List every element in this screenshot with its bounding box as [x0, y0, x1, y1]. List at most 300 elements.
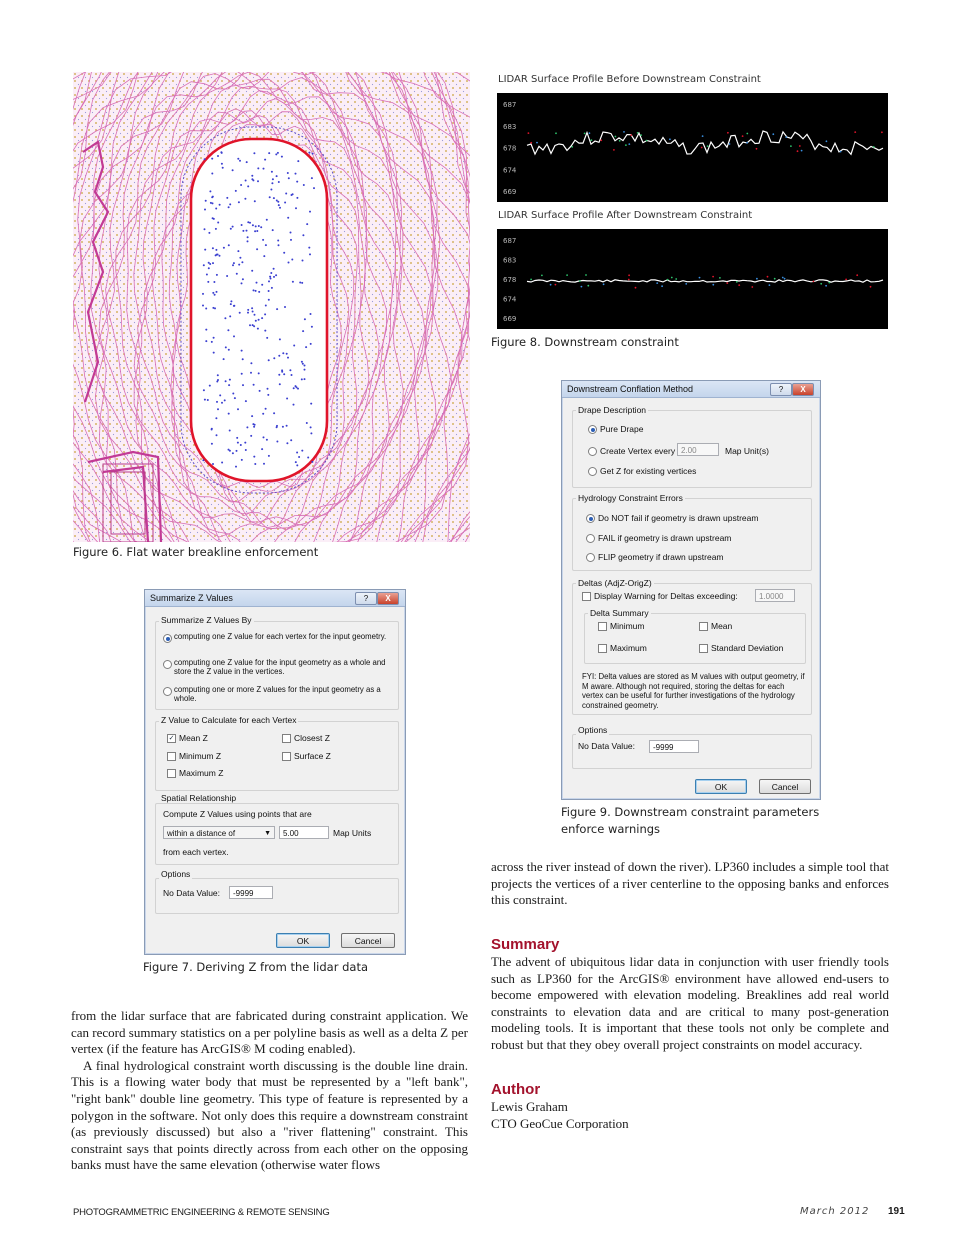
lidar-point: [237, 250, 239, 252]
closest-z-checkbox[interactable]: [282, 733, 330, 743]
issue-date: March 2012: [800, 1206, 870, 1217]
lidar-point: [265, 244, 267, 246]
profile-point: [738, 284, 740, 286]
mean-label: Mean: [711, 621, 733, 631]
lidar-point: [251, 415, 253, 417]
lidar-point: [228, 449, 230, 451]
lidar-point: [250, 362, 252, 364]
lidar-point: [205, 308, 207, 310]
lidar-point: [279, 338, 281, 340]
std-dev-checkbox[interactable]: [699, 643, 783, 653]
lidar-point: [301, 361, 303, 363]
lidar-point: [304, 318, 306, 320]
lidar-point: [281, 156, 283, 158]
lidar-point: [257, 328, 259, 330]
lidar-point: [255, 290, 257, 292]
lidar-point: [273, 268, 275, 270]
lidar-point: [213, 218, 215, 220]
lidar-point: [288, 262, 290, 264]
radio-selected-icon: [588, 425, 597, 434]
lidar-point: [214, 294, 216, 296]
close-button[interactable]: X: [377, 592, 399, 605]
profile-tick-label: 669: [503, 188, 517, 196]
checkbox-icon: [282, 752, 291, 761]
lidar-point: [276, 308, 278, 310]
lidar-point: [257, 180, 259, 182]
lidar-point: [211, 196, 213, 198]
profile-before-panel: [497, 93, 888, 202]
profile-point: [767, 276, 769, 278]
lidar-point: [212, 307, 214, 309]
lidar-point: [215, 254, 217, 256]
lidar-point: [276, 200, 278, 202]
profile-point: [756, 278, 758, 280]
profile-point: [774, 278, 776, 280]
profile-point: [726, 282, 728, 284]
lidar-point: [230, 228, 232, 230]
lidar-point: [254, 230, 256, 232]
lidar-point: [258, 291, 260, 293]
lidar-point: [311, 326, 313, 328]
profile-point: [628, 143, 630, 145]
checkbox-icon: [598, 622, 607, 631]
lidar-point: [252, 324, 254, 326]
lidar-point: [228, 349, 230, 351]
lidar-point: [286, 353, 288, 355]
lidar-point: [302, 363, 304, 365]
lidar-point: [252, 224, 254, 226]
profile-point: [589, 132, 591, 134]
lidar-point: [239, 312, 241, 314]
pure-drape-label: Pure Drape: [600, 424, 644, 434]
lidar-point: [281, 369, 283, 371]
lidar-point: [203, 389, 205, 391]
flip-radio[interactable]: [586, 552, 724, 562]
lidar-point: [251, 178, 253, 180]
page-number: 191: [888, 1206, 905, 1217]
distance-input[interactable]: 5.00: [279, 826, 329, 839]
maximum-checkbox[interactable]: [598, 643, 647, 653]
fail-label: FAIL if geometry is drawn upstream: [598, 533, 732, 543]
figure-6-map: [73, 72, 470, 542]
lidar-point: [301, 378, 303, 380]
profile-point: [820, 283, 822, 285]
lidar-point: [276, 175, 278, 177]
lidar-point: [272, 229, 274, 231]
lidar-point: [258, 372, 260, 374]
display-warning-checkbox[interactable]: [582, 591, 738, 601]
help-button[interactable]: ?: [355, 592, 377, 605]
lidar-point: [215, 208, 217, 210]
profile-point: [746, 142, 748, 144]
profile-point: [600, 139, 602, 141]
profile-tick-label: 678: [503, 276, 517, 284]
lidar-point: [270, 189, 272, 191]
lidar-point: [253, 384, 255, 386]
lidar-point: [235, 466, 237, 468]
option-whole-store-radio[interactable]: [163, 658, 399, 676]
left-column: [71, 1008, 468, 1174]
author-heading: Author: [491, 1081, 541, 1098]
left-paragraph-2: A final hydrological constraint worth discussing is the double line drain. This is a flowing water body that must be represented by a "left bank", "right bank" double line geometry. This type of feature is represented by a polygon in the software. Not only does this require a downstream constraint (as previously discussed) but also a "river flattening" constraint. This constraint says that points directly across from each other on the opposing banks must have the same elevation (otherwise water flows: [71, 1057, 468, 1173]
fail-radio[interactable]: [586, 533, 731, 543]
lidar-point: [288, 177, 290, 179]
profile-point: [707, 145, 709, 147]
lidar-point: [213, 281, 215, 283]
lidar-point: [302, 260, 304, 262]
downstream-conflation-dialog: [561, 380, 821, 800]
profile-point: [671, 277, 673, 279]
lidar-point: [202, 293, 204, 295]
profile-tick-label: 683: [503, 122, 517, 131]
lidar-point: [228, 384, 230, 386]
flip-label: FLIP geometry if drawn upstream: [598, 552, 724, 562]
lidar-point: [234, 397, 236, 399]
no-data-input[interactable]: -9999: [229, 886, 273, 899]
profile-point: [736, 281, 738, 283]
lidar-point: [238, 201, 240, 203]
lidar-point: [289, 369, 291, 371]
lidar-point: [266, 337, 268, 339]
spatial-relationship-label: Spatial Relationship: [161, 793, 237, 803]
profile-point: [628, 274, 630, 276]
lidar-point: [232, 452, 234, 454]
profile-point: [881, 131, 883, 133]
profile-point: [566, 274, 568, 276]
cancel-button[interactable]: Cancel: [341, 933, 395, 948]
checkbox-icon: [282, 734, 291, 743]
display-warning-label: Display Warning for Deltas exceeding:: [594, 591, 738, 601]
option-whole-radio[interactable]: [163, 685, 399, 703]
profile-point: [635, 287, 637, 289]
lidar-point: [223, 247, 225, 249]
option-each-vertex-radio[interactable]: [163, 632, 399, 641]
lidar-point: [310, 432, 312, 434]
profile-point: [840, 151, 842, 153]
lidar-point: [278, 355, 280, 357]
lidar-point: [251, 175, 253, 177]
mean-checkbox[interactable]: [699, 621, 732, 631]
std-dev-label: Standard Deviation: [711, 643, 784, 653]
lidar-point: [287, 172, 289, 174]
lidar-point: [266, 219, 268, 221]
lidar-point: [292, 193, 294, 195]
lidar-point: [233, 262, 235, 264]
dialog-title-bar: [145, 590, 405, 607]
lidar-point: [296, 452, 298, 454]
lidar-point: [259, 390, 261, 392]
lidar-point: [256, 230, 258, 232]
lidar-point: [228, 413, 230, 415]
checkbox-icon: [167, 752, 176, 761]
lidar-point: [303, 184, 305, 186]
lidar-point: [310, 426, 312, 428]
no-data-input[interactable]: -9999: [649, 740, 699, 753]
lidar-point: [264, 159, 266, 161]
profile-line: [527, 131, 883, 154]
lidar-point: [204, 249, 206, 251]
profile-point: [675, 278, 677, 280]
cancel-button[interactable]: Cancel: [759, 779, 811, 794]
checkbox-icon: [167, 769, 176, 778]
lidar-point: [217, 379, 219, 381]
lidar-point: [267, 394, 269, 396]
profile-point: [630, 134, 632, 136]
lidar-point: [293, 345, 295, 347]
lidar-point: [275, 274, 277, 276]
profile-point: [702, 135, 704, 137]
lidar-point: [306, 223, 308, 225]
checkbox-icon: [699, 644, 708, 653]
pure-drape-radio[interactable]: [588, 424, 643, 434]
lidar-point: [268, 280, 270, 282]
lidar-point: [290, 239, 292, 241]
lidar-point: [299, 282, 301, 284]
profile-point: [615, 136, 617, 138]
author-org: CTO GeoCue Corporation: [491, 1116, 629, 1131]
lidar-point: [253, 289, 255, 291]
contour-map-graphic: [73, 72, 470, 542]
distance-type-value: within a distance of: [167, 829, 236, 838]
lidar-point: [216, 434, 218, 436]
lidar-point: [273, 412, 275, 414]
lidar-point: [295, 207, 297, 209]
lidar-point: [211, 158, 213, 160]
minimum-checkbox[interactable]: [598, 621, 644, 631]
profile-tick-label: 683: [503, 256, 517, 265]
lidar-point: [211, 443, 213, 445]
mean-z-checkbox[interactable]: [167, 733, 208, 743]
checkmark-icon: ✓: [168, 735, 175, 743]
create-vertex-input[interactable]: 2.00: [677, 443, 719, 456]
lidar-point: [213, 337, 215, 339]
lidar-point: [217, 374, 219, 376]
lidar-point: [229, 315, 231, 317]
compute-label: Compute Z Values using points that are: [163, 809, 312, 819]
lidar-point: [256, 282, 258, 284]
lidar-point: [287, 357, 289, 359]
lidar-point: [222, 167, 224, 169]
lidar-point: [215, 228, 217, 230]
profile-point: [873, 146, 875, 148]
lidar-point: [278, 204, 280, 206]
lidar-point: [261, 448, 263, 450]
lidar-point: [258, 225, 260, 227]
lidar-point: [268, 290, 270, 292]
maximum-label: Maximum: [610, 643, 647, 653]
lidar-point: [230, 303, 232, 305]
lidar-point: [295, 461, 297, 463]
lidar-point: [226, 197, 228, 199]
minimum-z-checkbox[interactable]: [167, 751, 221, 761]
lidar-point: [286, 442, 288, 444]
profile-tick-label: 674: [503, 166, 517, 175]
lidar-point: [219, 255, 221, 257]
lidar-point: [238, 264, 240, 266]
lidar-point: [244, 198, 246, 200]
lidar-point: [306, 422, 308, 424]
lidar-point: [204, 399, 206, 401]
lidar-point: [247, 309, 249, 311]
lidar-point: [217, 155, 219, 157]
profile-point: [756, 148, 758, 150]
profile-point: [591, 139, 593, 141]
create-vertex-radio[interactable]: [588, 446, 675, 456]
profile-point: [667, 279, 669, 281]
lidar-point: [225, 346, 227, 348]
profile-point: [742, 135, 744, 137]
lidar-point: [219, 204, 221, 206]
lidar-point: [313, 187, 315, 189]
profile-point: [530, 142, 532, 144]
author-name: Lewis Graham: [491, 1099, 568, 1114]
radio-icon: [586, 553, 595, 562]
lidar-point: [202, 305, 204, 307]
profile-point: [751, 286, 753, 288]
profile-point: [685, 283, 687, 285]
lidar-point: [291, 259, 293, 261]
lidar-point: [236, 273, 238, 275]
lidar-point: [278, 374, 280, 376]
delta-threshold-input[interactable]: 1.0000: [755, 589, 795, 602]
delta-summary-label: Delta Summary: [590, 608, 649, 618]
lidar-point: [209, 190, 211, 192]
lidar-point: [247, 312, 249, 314]
lidar-point: [242, 230, 244, 232]
options-label: Options: [161, 869, 191, 879]
profile-before-graphic: [497, 93, 888, 202]
lidar-point: [296, 181, 298, 183]
mean-z-label: Mean Z: [179, 733, 208, 743]
profile-point: [584, 133, 586, 135]
lidar-point: [276, 426, 278, 428]
lidar-point: [304, 365, 306, 367]
lidar-point: [305, 346, 307, 348]
lidar-point: [203, 264, 205, 266]
lidar-point: [301, 450, 303, 452]
lidar-point: [208, 262, 210, 264]
lidar-point: [278, 244, 280, 246]
lidar-point: [247, 236, 249, 238]
lidar-point: [247, 221, 249, 223]
do-not-fail-radio[interactable]: [586, 513, 758, 523]
lidar-point: [293, 387, 295, 389]
no-data-label: No Data Value:: [163, 888, 221, 898]
profile-point: [550, 284, 552, 286]
lidar-point: [271, 171, 273, 173]
lidar-point: [241, 459, 243, 461]
figure-6-caption: Figure 6. Flat water breakline enforcement: [73, 545, 319, 559]
lidar-point: [213, 352, 215, 354]
minimum-label: Minimum: [610, 621, 645, 631]
lidar-point: [242, 384, 244, 386]
drape-description-label: Drape Description: [578, 405, 647, 415]
profile-point: [828, 282, 830, 284]
lidar-point: [268, 299, 270, 301]
lidar-point: [275, 153, 277, 155]
lidar-point: [228, 244, 230, 246]
figure-9-caption-line2: enforce warnings: [561, 822, 661, 836]
figure-7-caption: Figure 7. Deriving Z from the lidar data: [143, 960, 368, 974]
lidar-point: [308, 247, 310, 249]
lidar-point: [242, 278, 244, 280]
profile-point: [712, 276, 714, 278]
lidar-point: [285, 193, 287, 195]
profile-point: [637, 132, 639, 134]
distance-type-select[interactable]: [163, 826, 275, 839]
profile-point: [719, 277, 721, 279]
profile-point: [826, 140, 828, 142]
lidar-point: [204, 158, 206, 160]
lidar-point: [263, 463, 265, 465]
radio-icon: [163, 660, 172, 669]
lidar-point: [249, 222, 251, 224]
lidar-point: [205, 340, 207, 342]
create-vertex-label: Create Vertex every: [600, 446, 676, 456]
profile-point: [856, 274, 858, 276]
lidar-point: [302, 234, 304, 236]
lidar-point: [271, 287, 273, 289]
profile-tick-label: 669: [503, 315, 517, 323]
lidar-point: [286, 398, 288, 400]
radio-icon: [163, 687, 172, 696]
lidar-point: [253, 456, 255, 458]
dialog-title: Downstream Conflation Method: [567, 384, 694, 394]
lidar-point: [240, 184, 242, 186]
profile-point: [797, 150, 799, 152]
lidar-point: [247, 240, 249, 242]
profile-point: [845, 279, 847, 281]
lidar-point: [221, 163, 223, 165]
profile-tick-label: 687: [503, 237, 517, 245]
radio-selected-icon: [586, 514, 595, 523]
surface-z-checkbox[interactable]: [282, 751, 331, 761]
help-button[interactable]: ?: [770, 383, 792, 396]
journal-name: PHOTOGRAMMETRIC ENGINEERING & REMOTE SENSING: [73, 1207, 330, 1218]
profile-point: [541, 275, 543, 277]
profile-point: [530, 279, 532, 281]
lidar-point: [268, 359, 270, 361]
ok-button[interactable]: OK: [695, 779, 747, 794]
profile-point: [619, 140, 621, 142]
profile-point: [571, 146, 573, 148]
map-units-label: Map Units: [333, 828, 372, 838]
maximum-z-checkbox[interactable]: [167, 768, 223, 778]
profile-point: [613, 149, 615, 151]
lidar-point: [227, 329, 229, 331]
lidar-point: [226, 275, 228, 277]
get-z-radio[interactable]: [588, 466, 696, 476]
summary-text: The advent of ubiquitous lidar data in conjunction with user friendly tools such as LP360 for the ArcGIS® environment have allowed end-users to become empowered with elevation modeling. Breaklines add real world constraints to elevation data and are critical to many post-generation modeling tools. It is important that these tools not only be complete and robust but that they obey overall project constraints on model accuracy.: [491, 954, 889, 1052]
lidar-point: [221, 462, 223, 464]
lidar-point: [283, 252, 285, 254]
radio-icon: [588, 447, 597, 456]
right-column: [491, 859, 889, 909]
lidar-point: [268, 455, 270, 457]
lidar-point: [212, 292, 214, 294]
lidar-point: [245, 180, 247, 182]
lidar-point: [261, 284, 263, 286]
profile-tick-label: 687: [503, 101, 517, 109]
dialog-title: Summarize Z Values: [150, 593, 233, 603]
close-button[interactable]: X: [792, 383, 814, 396]
profile-point: [790, 145, 792, 147]
ok-button[interactable]: OK: [276, 933, 330, 948]
lidar-point: [311, 461, 313, 463]
options-label: Options: [578, 725, 608, 735]
lidar-point: [208, 232, 210, 234]
profile-point: [585, 274, 587, 276]
